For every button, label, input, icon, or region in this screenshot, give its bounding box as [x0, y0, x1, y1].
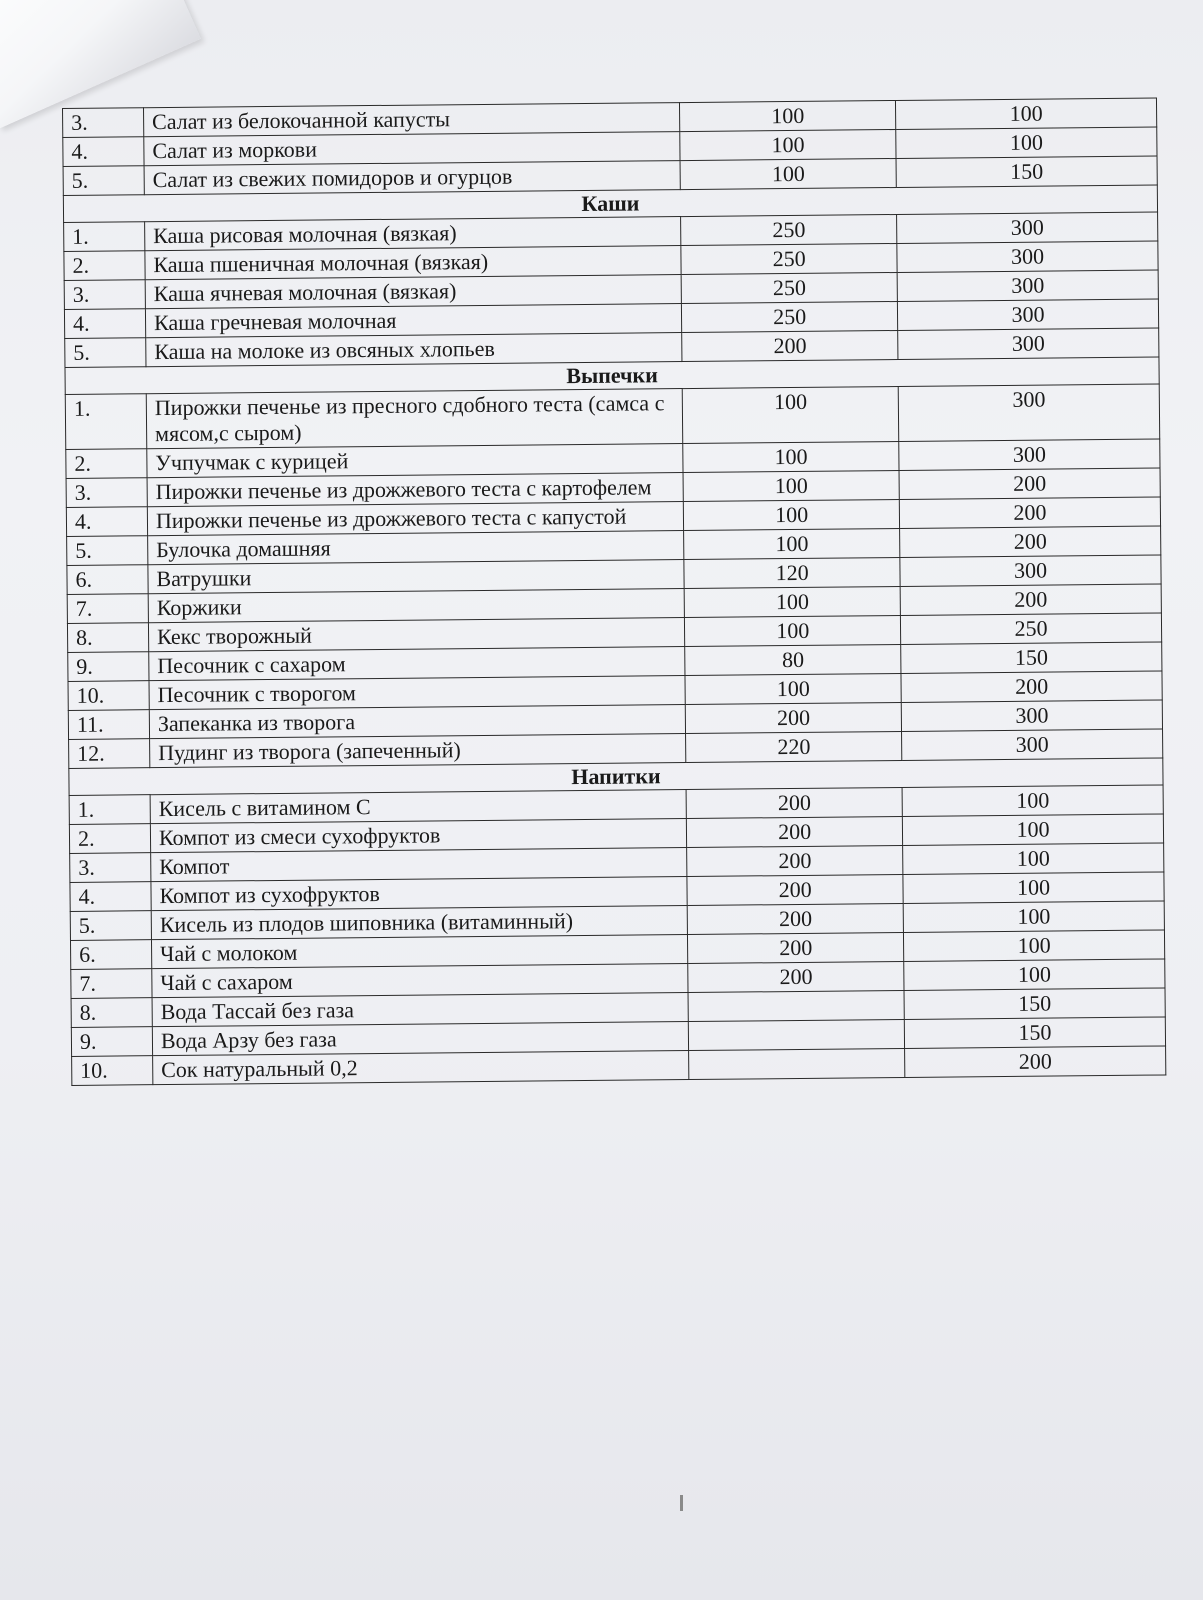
- portion-weight: [688, 990, 904, 1021]
- row-number: 3.: [66, 478, 147, 508]
- portion-weight: 200: [687, 845, 903, 876]
- portion-weight: 200: [687, 874, 903, 905]
- row-number: 4.: [70, 882, 151, 912]
- row-number: 12.: [69, 739, 150, 769]
- dish-name: Компот из сухофруктов: [151, 877, 688, 911]
- row-number: 2.: [64, 251, 145, 281]
- dish-name: Вода Арзу без газа: [152, 1022, 689, 1056]
- row-number: 3.: [63, 108, 144, 138]
- price: 300: [897, 270, 1158, 302]
- row-number: 11.: [68, 710, 149, 740]
- row-number: 9.: [68, 652, 149, 682]
- row-number: 9.: [71, 1027, 152, 1057]
- portion-weight: 100: [683, 441, 899, 472]
- price: 300: [898, 299, 1159, 331]
- price: 300: [901, 700, 1162, 732]
- dish-name: Каша на молоке из овсяных хлопьев: [146, 333, 683, 367]
- portion-weight: 250: [681, 214, 897, 245]
- row-number: 8.: [67, 623, 148, 653]
- price: 150: [901, 642, 1162, 674]
- price: 100: [903, 843, 1164, 875]
- portion-weight: 100: [683, 470, 899, 501]
- row-number: 3.: [70, 853, 151, 883]
- price: 100: [904, 930, 1165, 962]
- portion-weight: 100: [684, 499, 900, 530]
- price: 250: [901, 613, 1162, 645]
- row-number: 6.: [70, 940, 151, 970]
- price: 200: [905, 1046, 1166, 1078]
- price: 300: [898, 328, 1159, 360]
- dish-name: Компот из смеси сухофруктов: [150, 819, 687, 853]
- portion-weight: 100: [682, 386, 898, 443]
- menu-table: [62, 97, 1166, 1085]
- dish-name: Кисель с витамином С: [150, 790, 687, 824]
- portion-weight: 200: [688, 961, 904, 992]
- row-number: 5.: [70, 911, 151, 941]
- dish-name: Чай с сахаром: [152, 964, 689, 998]
- portion-weight: 100: [680, 100, 896, 131]
- price: 100: [904, 959, 1165, 991]
- row-number: 8.: [71, 998, 152, 1028]
- portion-weight: [689, 1019, 905, 1050]
- portion-weight: 220: [686, 731, 902, 762]
- price: 200: [900, 584, 1161, 616]
- dish-name: Кекс творожный: [148, 618, 685, 652]
- menu-document: [62, 97, 1166, 1085]
- dish-name: Ватрушки: [148, 560, 685, 594]
- price: 300: [902, 729, 1163, 761]
- dish-name: Учпучмак с курицей: [147, 444, 684, 478]
- price: 200: [899, 497, 1160, 529]
- section-title: Выпечки: [65, 357, 1159, 395]
- row-number: 3.: [64, 280, 145, 310]
- row-number: 1.: [69, 795, 150, 825]
- portion-weight: 200: [688, 932, 904, 963]
- portion-weight: 200: [686, 787, 902, 818]
- price: 300: [900, 555, 1161, 587]
- portion-weight: 200: [687, 903, 903, 934]
- price: 100: [902, 785, 1163, 817]
- dish-name: Компот: [151, 848, 688, 882]
- dish-name: Сок натуральный 0,2: [153, 1051, 690, 1085]
- price: 300: [897, 212, 1158, 244]
- row-number: 7.: [71, 969, 152, 999]
- dish-name: Чай с молоком: [151, 935, 688, 969]
- dish-name: Пирожки печенье из дрожжевого теста с картофелем: [147, 473, 684, 507]
- portion-weight: 100: [685, 673, 901, 704]
- portion-weight: 250: [681, 272, 897, 303]
- price: 300: [899, 439, 1160, 471]
- row-number: 7.: [67, 594, 148, 624]
- price: 300: [897, 241, 1158, 273]
- section-title: Каши: [63, 185, 1157, 223]
- row-number: 5.: [67, 536, 148, 566]
- dish-name: Пирожки печенье из дрожжевого теста с капустой: [147, 502, 684, 536]
- portion-weight: 100: [680, 158, 896, 189]
- row-number: 10.: [68, 681, 149, 711]
- portion-weight: [689, 1048, 905, 1079]
- row-number: 2.: [69, 824, 150, 854]
- price: 150: [904, 988, 1165, 1020]
- row-number: 4.: [63, 137, 144, 167]
- row-number: 1.: [64, 222, 145, 252]
- portion-weight: 100: [684, 586, 900, 617]
- row-number: 5.: [65, 338, 146, 368]
- row-number: 5.: [63, 166, 144, 196]
- menu-table-body: [63, 98, 1166, 1085]
- price: 100: [903, 872, 1164, 904]
- portion-weight: 250: [681, 243, 897, 274]
- portion-weight: 100: [680, 129, 896, 160]
- dish-name: Запеканка из творога: [149, 705, 686, 739]
- dish-name: Каша рисовая молочная (вязкая): [145, 217, 682, 251]
- portion-weight: 80: [685, 644, 901, 675]
- dish-name: Каша гречневая молочная: [145, 304, 682, 338]
- section-title: Напитки: [69, 758, 1163, 796]
- dish-name: Салат из моркови: [144, 132, 681, 166]
- price: 200: [900, 526, 1161, 558]
- price: 200: [901, 671, 1162, 703]
- price: 100: [896, 98, 1157, 130]
- price: 100: [902, 814, 1163, 846]
- row-number: 10.: [72, 1056, 153, 1086]
- dish-name: Пирожки печенье из пресного сдобного теста (самса с мясом,с сыром): [146, 389, 683, 449]
- dish-name: Песочник с творогом: [149, 676, 686, 710]
- paper-mark: [680, 1495, 683, 1511]
- portion-weight: 200: [682, 330, 898, 361]
- price: 300: [898, 384, 1159, 442]
- price: 150: [904, 1017, 1165, 1049]
- portion-weight: 100: [684, 528, 900, 559]
- row-number: 4.: [64, 309, 145, 339]
- portion-weight: 100: [685, 615, 901, 646]
- portion-weight: 250: [682, 301, 898, 332]
- row-number: 4.: [66, 507, 147, 537]
- price: 150: [896, 156, 1157, 188]
- dish-name: Салат из белокочанной капусты: [143, 103, 680, 137]
- dish-name: Кисель из плодов шиповника (витаминный): [151, 906, 688, 940]
- portion-weight: 120: [684, 557, 900, 588]
- portion-weight: 200: [687, 816, 903, 847]
- price: 200: [899, 468, 1160, 500]
- dish-name: Вода Тассай без газа: [152, 993, 689, 1027]
- row-number: 1.: [65, 394, 146, 450]
- dish-name: Коржики: [148, 589, 685, 623]
- price: 100: [903, 901, 1164, 933]
- dish-name: Каша ячневая молочная (вязкая): [145, 275, 682, 309]
- dish-name: Песочник с сахаром: [149, 647, 686, 681]
- row-number: 2.: [66, 449, 147, 479]
- dish-name: Пудинг из творога (запеченный): [150, 734, 687, 768]
- dish-name: Булочка домашняя: [148, 531, 685, 565]
- dish-name: Салат из свежих помидоров и огурцов: [144, 161, 681, 195]
- portion-weight: 200: [686, 702, 902, 733]
- row-number: 6.: [67, 565, 148, 595]
- price: 100: [896, 127, 1157, 159]
- dish-name: Каша пшеничная молочная (вязкая): [145, 246, 682, 280]
